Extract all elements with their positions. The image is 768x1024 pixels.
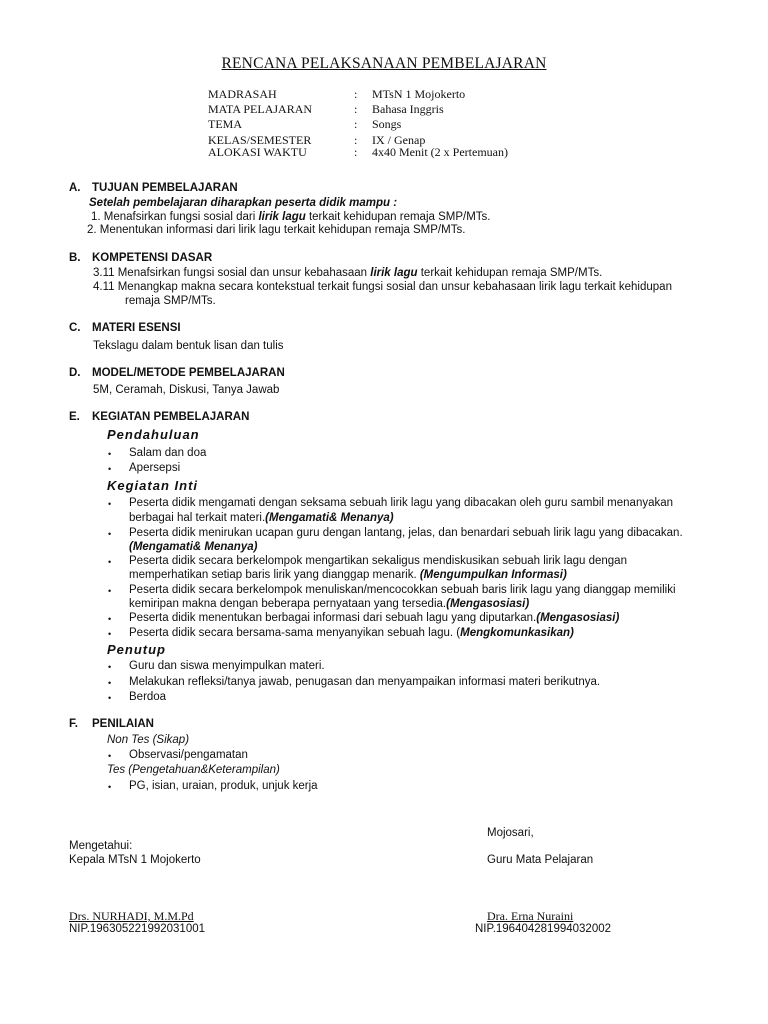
inti-item-3-line-2 (129, 569, 567, 581)
bullet-icon: • (108, 557, 112, 567)
section-e-letter: E. (69, 411, 80, 423)
activity-tag: (Mengamati& Menanya) (265, 512, 394, 524)
identity-value: IX / Genap (372, 133, 426, 147)
right-signer-name: Dra. Erna Nuraini (487, 909, 574, 923)
bullet-icon: • (108, 629, 112, 639)
left-signer-nip: NIP.196305221992031001 (69, 923, 206, 935)
item-text: Peserta didik secara bersama-sama menyanyikan sebuah lagu. ( (129, 627, 461, 639)
identity-label: MADRASAH (208, 87, 277, 101)
non-tes-item: Observasi/pengamatan (129, 749, 248, 761)
inti-item-4-line-2 (129, 598, 529, 610)
activity-tag: (Mengumpulkan Informasi) (419, 569, 567, 581)
bullet-icon: • (108, 693, 112, 703)
section-a-heading: TUJUAN PEMBELAJARAN (92, 182, 238, 194)
penutup-heading: Penutup (107, 642, 166, 657)
section-f-letter: F. (69, 718, 78, 730)
bullet-icon: • (108, 499, 112, 509)
identity-value: MTsN 1 Mojokerto (372, 87, 466, 101)
inti-item-2-line-1: Peserta didik menirukan ucapan guru dengan lantang, jelas, dan benardari sebuah lirik lagu yang dibacakan. (129, 527, 683, 539)
bullet-icon: • (108, 751, 112, 761)
activity-tag: (Mengamati& Menanya) (129, 541, 258, 553)
bullet-icon: • (108, 662, 112, 672)
inti-item-3-line-1: Peserta didik secara berkelompok mengartikan sekaligus mendiskusikan sebuah lirik lagu dengan (129, 555, 627, 567)
bullet-icon: • (108, 464, 112, 474)
inti-item-5 (129, 612, 619, 624)
section-d-heading: MODEL/METODE PEMBELAJARAN (92, 367, 285, 379)
pendahuluan-heading: Pendahuluan (107, 427, 200, 442)
identity-value: 4x40 Menit (2 x Pertemuan) (372, 145, 508, 159)
penutup-item: Guru dan siswa menyimpulkan materi. (129, 660, 325, 672)
section-c-heading: MATERI ESENSI (92, 322, 181, 334)
section-d-letter: D. (69, 367, 81, 379)
bullet-icon: • (108, 678, 112, 688)
section-a-letter: A. (69, 182, 81, 194)
item-text: terkait kehidupan remaja SMP/MTs. (305, 211, 491, 223)
identity-colon: : (354, 87, 358, 101)
penutup-item: Berdoa (129, 691, 167, 703)
activity-tag: Mengkomunkasikan) (460, 627, 574, 639)
section-c-text: Tekslagu dalam bentuk lisan dan tulis (93, 340, 284, 352)
pendahuluan-item: Salam dan doa (129, 447, 207, 459)
section-f-heading: PENILAIAN (92, 718, 154, 730)
emphasis-text: lirik lagu (370, 267, 418, 279)
non-tes-heading: Non Tes (Sikap) (107, 734, 190, 746)
identity-label: KELAS/SEMESTER (208, 133, 312, 147)
tes-heading: Tes (Pengetahuan&Keterampilan) (107, 764, 280, 776)
item-text: terkait kehidupan remaja SMP/MTs. (417, 267, 603, 279)
identity-value: Bahasa Inggris (372, 102, 444, 116)
item-text: memperhatikan setiap baris lirik yang dianggap menarik. (129, 569, 420, 581)
kegiatan-inti-heading: Kegiatan Inti (107, 478, 199, 493)
section-b-heading: KOMPETENSI DASAR (92, 252, 213, 264)
bullet-icon: • (108, 529, 112, 539)
section-c-letter: C. (69, 322, 81, 334)
bullet-icon: • (108, 782, 112, 792)
left-signer-role: Kepala MTsN 1 Mojokerto (69, 854, 201, 866)
signature-place: Mojosari, (487, 827, 534, 839)
section-a-item-2: 2. Menentukan informasi dari lirik lagu terkait kehidupan remaja SMP/MTs. (87, 224, 466, 236)
section-e-heading: KEGIATAN PEMBELAJARAN (92, 411, 250, 423)
bullet-icon: • (108, 449, 112, 459)
section-b-item-2-line-2: remaja SMP/MTs. (125, 295, 216, 307)
item-text: Peserta didik menentukan berbagai informasi dari sebuah lagu yang diputarkan. (129, 612, 537, 624)
tes-item: PG, isian, uraian, produk, unjuk kerja (129, 780, 318, 792)
identity-value: Songs (372, 117, 402, 131)
identity-colon: : (354, 133, 358, 147)
bullet-icon: • (108, 614, 112, 624)
bullet-icon: • (108, 586, 112, 596)
inti-item-1-line-2 (129, 512, 394, 524)
section-a-item-1 (91, 211, 490, 223)
item-text: 3.11 Menafsirkan fungsi sosial dan unsur kebahasaan (93, 267, 371, 279)
document-title: RENCANA PELAKSANAAN PEMBELAJARAN (221, 55, 547, 72)
identity-colon: : (354, 145, 358, 159)
section-b-item-2-line-1: 4.11 Menangkap makna secara kontekstual terkait fungsi sosial dan unsur kebahasaan lirik lagu terkait kehidupan (93, 281, 672, 293)
item-text: berbagai hal terkait materi. (129, 512, 266, 524)
inti-item-6 (129, 627, 574, 639)
pendahuluan-item: Apersepsi (129, 462, 181, 474)
mengetahui-label: Mengetahui: (69, 840, 133, 852)
identity-label: TEMA (208, 117, 242, 131)
activity-tag: (Mengasosiasi) (446, 598, 530, 610)
inti-item-1-line-1: Peserta didik mengamati dengan seksama sebuah lirik lagu yang dibacakan oleh guru sambil menanyakan (129, 497, 674, 509)
identity-label: ALOKASI WAKTU (208, 145, 307, 159)
inti-item-4-line-1: Peserta didik secara berkelompok menuliskan/mencocokkan sebuah baris lirik lagu yang dianggap memiliki (129, 584, 676, 596)
emphasis-text: lirik lagu (258, 211, 306, 223)
section-b-letter: B. (69, 252, 81, 264)
right-signer-role: Guru Mata Pelajaran (487, 854, 594, 866)
item-text: 1. Menafsirkan fungsi sosial dari (91, 211, 259, 223)
section-a-intro: Setelah pembelajaran diharapkan peserta didik mampu : (89, 197, 398, 209)
identity-colon: : (354, 102, 358, 116)
activity-tag: (Mengasosiasi) (536, 612, 620, 624)
section-d-text: 5M, Ceramah, Diskusi, Tanya Jawab (93, 384, 280, 396)
right-signer-nip: NIP.196404281994032002 (475, 923, 612, 935)
section-b-item-1 (93, 267, 602, 279)
identity-label: MATA PELAJARAN (208, 102, 313, 116)
penutup-item: Melakukan refleksi/tanya jawab, penugasan dan menyampaikan informasi materi berikutnya. (129, 676, 601, 688)
item-text: kemiripan makna dengan beberapa pernyataan yang tersedia. (129, 598, 447, 610)
identity-colon: : (354, 117, 358, 131)
left-signer-name: Drs. NURHADI, M.M.Pd (69, 909, 194, 923)
